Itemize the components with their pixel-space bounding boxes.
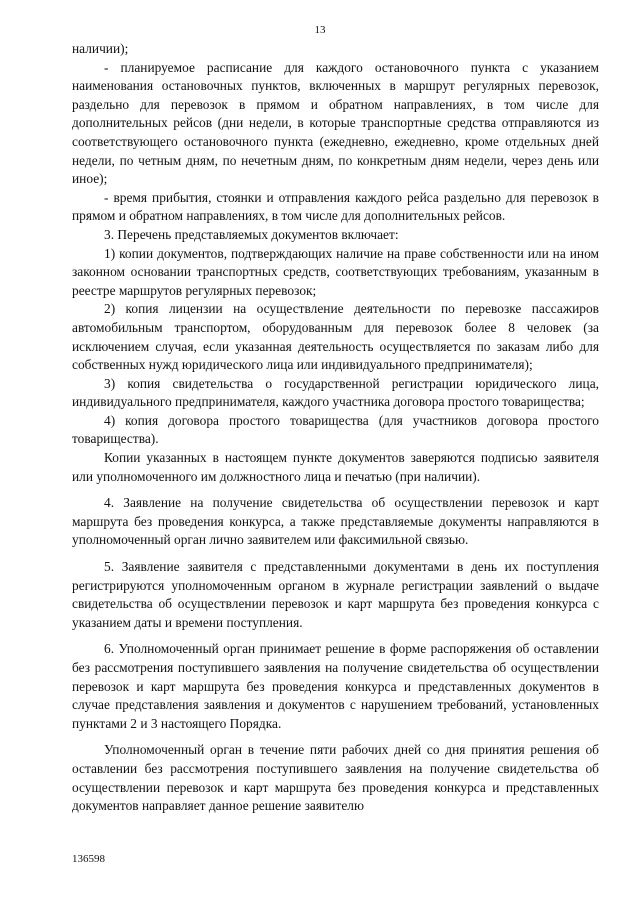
paragraph-document-item-3: 3) копия свидетельства о государственной регистрации юридического лица, индивидуального предпринимателя, каждого участника договора простого товарищества; — [72, 375, 599, 410]
paragraph-section-5: 5. Заявление заявителя с представленными документами в день их поступления регистрируются уполномоченным органом в журнале регистрации заявлений о выдаче свидетельства об осуществлении перевозок и карт маршрута без проведения конкурса с указанием даты и времени поступления. — [72, 559, 599, 630]
page-number: 13 — [314, 24, 326, 36]
paragraph-document-item-2: 2) копия лицензии на осуществление деятельности по перевозке пассажиров автомобильным транспортом, оборудованным для перевозок более 8 человек (за исключением случая, если указанная деятельность осуществляется по заказам либо для собственных нужд юридического лица или индивидуального предпринимателя); — [72, 301, 599, 373]
paragraph-section-6-continuation: Уполномоченный орган в течение пяти рабочих дней со дня принятия решения об оставлении без рассмотрения поступившего заявления на получение свидетельства об осуществлении перевозок и карт маршрута без проведения конкурса и представленных документов направляет данное решение заявителю — [72, 742, 599, 814]
paragraph-section-4: 4. Заявление на получение свидетельства об осуществлении перевозок и карт маршрута без проведения конкурса, а также представляемые документы направляются в уполномоченный орган лично заявителем или факсимильной связью. — [72, 495, 599, 548]
paragraph-schedule-item: - планируемое расписание для каждого остановочного пункта с указанием наименования остановочных пунктов, включенных в маршрут регулярных перевозок, раздельно для перевозок в прямом и обратном направлениях, в том числе для дополнительных рейсов (дни недели, в которые транспортные средства отправляются из соответствующего остановочного пункта (ежедневно, ежедневно, кроме отдельных дней недели, по четным дням, по нечетным дням, по конкретным дням недели, через день или иное); — [72, 59, 599, 187]
paragraph-document-item-1: 1) копии документов, подтверждающих наличие на праве собственности или на ином законном основании транспортных средств, соответствующих требованиям, указанным в реестре маршрутов регулярных перевозок; — [72, 245, 599, 298]
paragraph-document-item-4: 4) копия договора простого товарищества (для участников договора простого товарищества). — [72, 412, 599, 447]
paragraph-copies-certification: Копии указанных в настоящем пункте документов заверяются подписью заявителя или уполномоченного им должностного лица и печатью (при наличии). — [72, 450, 599, 484]
document-code: 136598 — [72, 853, 105, 865]
document-body — [72, 40, 599, 816]
paragraph-section-3-heading: 3. Перечень представляемых документов включает: — [104, 226, 399, 242]
paragraph-arrival-time-item: - время прибытия, стоянки и отправления каждого рейса раздельно для перевозок в прямом и обратном направлениях, в том числе для дополнительных рейсов. — [72, 189, 599, 224]
paragraph-continuation: наличии); — [72, 41, 129, 56]
paragraph-section-6: 6. Уполномоченный орган принимает решение в форме распоряжения об оставлении без рассмотрения поступившего заявления на получение свидетельства об осуществлении перевозок и карт маршрута без проведения конкурса и представленных документов в случае представления заявления и документов с нарушением требований, установленных пунктами 2 и 3 настоящего Порядка. — [72, 641, 599, 731]
